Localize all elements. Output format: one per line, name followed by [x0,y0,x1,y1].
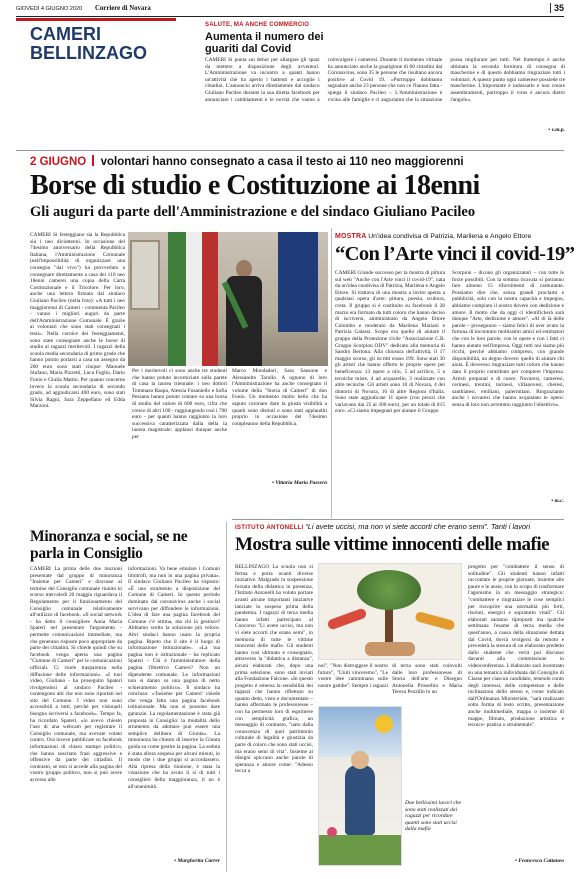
page-header [0,0,580,16]
section-title [30,25,147,63]
brief-kicker: SALUTE, MA ANCHE COMMERCIO [205,22,310,28]
mostra-body-col3: di terza sono stati coinvolti dalle loro professoresse di Storia dell'arte e Disegno Antonella Proserbio e Maria Teresa Pezzillo in un [392,663,462,696]
artwork-photo-2 [318,706,402,866]
art-byline: • m.c. [551,498,564,504]
brief-column-top [327,29,565,57]
divider-vertical-bottom [226,522,227,872]
photo-person [226,260,262,366]
brief-byline: • v.m.p. [548,127,565,133]
lead-subtitle: Gli auguri da parte dell'Amministrazione e del sindaco Giuliano Pacileo [30,204,476,220]
brief-title: Aumenta il numero dei guariti dal Covid [205,31,324,55]
lead-byline: • Vittoria Maria Passera [272,480,327,486]
photo-flag-green [168,232,186,366]
mostra-caption: Due bellissimi lavori che sono stati realizzati dai ragazzi per ricordare quanti sono stati uccisi dalla mafia [405,800,462,833]
artwork2-sun [375,715,393,733]
mostra-kicker [235,522,565,531]
artwork2-head [351,751,369,769]
art-body-col1: CAMERI Grande successo per la mostra di pittura sul web "Anche con l'Arte vinci il covid-19", nata da un'idea condivisa di Patrizia, Marilena e Angelo Ettore. Si trattava di una mostra a invito aperta a qualsiasi opera d'arte: pittura, poesia, scultura, creta. Il gruppo si è costituito su facebook il 28 marzo era formato da tutti coloro che hanno deciso di iscriversi, amministrato da Angelo Ettore Colombo e moderato da Marilena Mariani e Patrizia Galassi. Scopo era quello di aiutare il gruppo della Protezione civile "Associazione C.B. Gruppo Scorpion ODV" dedicato alla memoria di Sandro Bertona. Alla chiusura dell'attività, il 17 maggio scorso, gli iscritti erano 199. Sono stati 30 gli artisti che hanno offerto le proprie opere per beneficenza: 13 opere a olio, 5 ad acrilico, 5 a tecniche miste, 4 ad acquarello, 3 realizzate con altre tecniche. Gli artisti sono 10 di Novara, 4 dei dintorni di Novara, 16 di altre Regioni d'Italia. Sono state aggiudicate 11 opere (con prezzi che variavano dai 25 ai 300 euro), per un totale di 815 euro. «Ci siamo impegnati per aiutare il Gruppo [335,270,445,415]
minoranza-body-col2: informazioni. Va bene emulare i Comuni limitrofi, ma non in una pagina privata». Il sindaco Giuliano Pacileo ha risposto: «È uno strumento a disposizione del Comune di Cameri. In questo periodo dominato dal coronavirus anche i social servivano per diffondere le informazioni. L'idea di fare una pagina facebook del Comune c'è ottima, ma chi la gestisce? Abbiamo scelto la soluzione più veloce. Altri sindaci hanno usato la propria pagina. Ripeto che il sito è il luogo di informazione istituzionale». «La tua pagina non è istituzionale - ha replicato Spateri - Chi è l'amministratore della pagina Obiettivo Cameri? Non un dipendente comunale. Le informazioni non si danno su una pagina di netto schieramento politico». Il sindaco ha concluso: «'Insieme per Cameri' chiede che venga fatta una pagina facebook istituzionale. Ma non si possono dare garanzie. La regolamentazione è stata già proposta in Consiglio: la modalità dello strumento da adottare può essere una semplice delibera di Giunta». La minoranza ha chiesto di inserire la Giunta guida su come gestire la pagina. La seduta è stata allora sospesa per alcuni minuti, in modo che i due gruppi si accordassero. Alla ripresa della riunione, è stata la votazione che ha avuto il sì di tutti i consiglieri della maggioranza, il no è all'unanimità. [128,566,220,790]
lead-kicker [30,155,464,168]
lead-title: Borse di studio e Costituzione ai 18enni [30,170,480,201]
minoranza-body-col1: CAMERI La prima delle due mozioni presentate dal gruppo di minoranza "Insieme per Cameri" e discusse al termine del Consiglio comunale riunito lo scorso mercoledì 20 maggio riguardava il Regolamento per il funzionamento del Consiglio comunale relativamente all'utilizzo di facebook. «Il social network - ha detto il consigliere Anna Maria Spateri nel presentare l'argomento - permette comunicazioni immediate, ma che generano risposte poco appropriate da parte dei cittadini. Si chiede quindi che su facebook venga aperta una pagina "Comune di Cameri" per le comunicazioni ufficiali. Ci vuole trasparenza nella diffusione delle informazioni». «I tuoi video, Giuliano - ha proseguito Spateri rivolgendosi al sindaco Pacileo - contengono atti che non sono riportati nel sito del Comune. I video non sono accessibili a tutti, perché per visionarli bisogna iscriversi a facebook». Tempo fa, ha ricordato Spateri, «io avevo chiesto l'uso di una webcam per registrare il Consiglio comunale, ma avevate votato contro. Ora invece pubblicate su facebook informazioni di chiaro stampo politico, che hanno suscitato frasi aggressive e offensive da parte dei cittadini. Il contrasto, se non si accede alla pagina del vostro gruppo politico, non si può avere accesso alle [30,566,122,783]
brief-body: CAMERI Si punta sui dehor per allargare gli spazi da mettere a disposizione degli avventori. L'Amministrazione va incontro a quanti hanno un'attività che ha aperto i battenti e accoglie i cittadini. L'annuncio arriva direttamente dal sindaco Giuliano Pacileo durante la sua diretta facebook per annunciare i cambiamenti e le novità che vanno a coinvolgere i cameresi. Durante il momento virtuale ha annunciato anche la guarigione di 60 cittadini dal Coronavirus, sono 35 le persone che risultano ancora positive al Covid 19. «Purtroppo dobbiamo segnalare anche 23 persone che non ce l'hanno fatta - spiega il sindaco Pacileo -. L'Amministrazione è vicina alle famiglie e ci auguriamo che la situazione possa migliorare per tutti. Nel frattempo è anche ultimata la seconda fornitura di consegna di mascherine e di questo dobbiamo ringraziare tutti i volontari. A questo punto ogni camerese possiede tre mascherine. L'importante è indossarle e non creare assembramenti, purtroppo il virus è ancora dietro l'angolo». [205,57,565,103]
minoranza-byline: • Margherita Carrer [174,858,220,864]
artwork-leaf-right [414,611,455,631]
mostra-body-col4: progetto per "combattere il senso di solitudine". Gli studenti hanno infatti raccontato le proprie giornate, insieme alle paure e le ansie, con lo scopo di trasformare l'agonismo in un messaggio strategico: "combattere e ringraziare le cose semplici per riscoprire una normalità più forti, risoluti, energici e sopratutto vitali". Gli elaborati saranno riproposti ma qualche settimana l'esame di terza media che quest'anno, a causa della situazione dettata dal Covid, dovrà svolgersi da remoto e prevederà la stesura di un elaborato predetto dallo studente che verrà poi discusso davanti alla commissione in videoconferenza. L'elaborato sarà incentrato su una tematica individuata dal Consiglio di Classe per ciascun candidato, tenendo conto degli interessi, delle competenze e delle inclinazioni dello stesso e, come indicato dall'Ordinanza Ministeriale, "sarà realizzato sotto forma di testo scritto, presentazione anche multimediale, mappa o insieme di mappe, filmato, produzione artistica e tecnico- pratica o strumentale". [468,564,564,729]
divider-mid [232,519,564,520]
brief-article [205,22,565,147]
mostra-body-col2: noi", "Non distruggere il nostro futuro", "Uniti vinceremo", "Le vostre idee camminano sulle nostre gambe". Sempre i ragazzi [318,663,388,689]
header-date: GIOVEDÌ 4 GIUGNO 2020 [16,6,83,12]
divider-art-left [331,228,332,518]
art-kicker-text: Un'idea condivisa di Patrizia, Marilena e Angelo Ettore [368,233,532,240]
header-divider [550,3,551,13]
artwork-photo-1 [318,563,462,660]
photo-eu-flag [278,232,318,332]
mostra-title: Mostra sulle vittime innocenti delle mafie [235,534,550,555]
photo-window [130,240,160,310]
lead-body-col3: Marco Mondadori, Sara Sansone e Alessandro Tarullo. A ognuno di loro l'Amministrazione ha anche consegnato il volume della "Storia di Cameri" di don Fonio. Un momento molto bello che ha saputo coronare dare la giusta visibilità a quanti sono distinti e sono stati applauditi proprio in occasione del 74esimo compleanno della Repubblica. [232,368,327,427]
mostra-kicker-text: “Li avete uccisi, ma non vi siete accorti che erano semi”. Tanti i lavori [305,522,531,531]
artwork-leaf-left [326,607,367,630]
photo-flag-white [186,232,202,366]
header-paper: Corriere di Novara [95,5,151,12]
lead-body-col1: CAMERI Si festeggiano sia la Repubblica sia i neo diciottenni. In occasione del 74esimo anniversario della Repubblica Italiana, l'Amministrazione Comunale (nell'impossibilità di organizzare una consegna "dal vivo") ha provveduto a consegnare direttamente a casa dei 110 neo 18enni camerei una copia della Carta Costituzionale e il Tricolore. Per loro, anche una lettera firmata dal sindaco Giuliano Pacileo (nella foto): «A tutti i neo maggiorenni di Cameri - commenta Pacileo - vanno i migliori auguri da parte dell'Amministrazione Comunale. È grazie ai volontari che sono stati consegnati i testi». Nella cornice dei festeggiamenti, sono state consegnate anche le borse di studio ai ragazzi meritevoli. I ragazzi della scuola media secondaria di primo grado che hanno potuto portarsi a casa un assegno da 200 euro sono stati cinque: Manuele Stufano, Maria Pizzetti, Luca Foglio, Dario Fonio e Giulia Mattio. Per quanto concerne invece la scuola secondaria di secondo grado, ad aggiudicarsi 400 euro, sono stati Silvia Ragni, Sara Zeppellano ed Edda Marzoni. [30,232,125,410]
header-rule [16,16,564,17]
lead-kicker-divider [92,155,94,166]
artwork2-ground [319,835,402,866]
mostra-byline: • Francesca Cattaneo [515,858,564,864]
lead-kicker-text: volontari hanno consegnato a casa il testo ai 110 neo maggiorenni [100,156,464,168]
section-title-line2: BELLINZAGO [30,43,147,63]
artwork2-flower [327,827,337,837]
photo-flag-red [202,232,218,366]
lead-kicker-date: 2 GIUGNO [30,156,87,168]
header-rule-accent [16,18,176,21]
artwork2-sky [319,707,402,757]
art-kicker [335,233,565,240]
art-kicker-label: MOSTRA [335,233,367,240]
art-title: “Con l’Arte vinci il covid-19” [335,243,575,265]
header-page-number: 35 [553,3,564,13]
divider-top [16,150,564,151]
artwork-hand [365,642,415,656]
art-body-col2: Scorpion – dicono gli organizzatori – con tutte le forze possibili. Con la somma ricavata si potranno fare almeno 15 rifornimenti di carburante. Possiamo dire che, senza grandi proclami e pubblicità, solo con la nostra capacità e impegno, abbiamo compiuto il nostro dovere con dedizione e amore. Il motto che da oggi ci identificherà sarà dunque "Arte, dedizione e amore". «Al di là delle parole – proseguono – siamo felici di aver avuto la fortuna di incontrare moltissimi amici ed estimatori che con le loro parole, con le opere e con i fatti ci hanno aiutato nell'impresa. Oggi tutti noi siamo più ricchi, perché abbiamo compreso, con grande disponibilità, un degno dovere: quello di aiutare chi aiuta. È doveroso ringraziare tutti coloro che hanno dato il proprio contributo per compiere l'impresa. Artisti preparati e di cuore. Novaresi, cameresi, cerinesi, trentini, torinesi, villanovesi, cheresi, santhiatesi, emiliani, palermitani. Ringraziamo anche i novaresi che hanno acquistato le opere: senza di loro non avremmo raggiunto l'obiettivo». [452,270,564,408]
artwork2-figure [345,765,375,835]
artwork-tree-crown [357,570,421,610]
minoranza-title: Minoranza e social, se ne parla in Consiglio [30,528,188,562]
mostra-kicker-label: ISTITUTO ANTONELLI [235,524,304,531]
mostra-body-col1: BELLINZAGO La scuola non si ferma e porta avanti diverse iniziative. Malgrado la sospensione forzata della didattica in presenza, l'Istituto Antonelli ha voluto portare avanti alcune importanti iniziative lanciate in sospeso prima della pandemia. I ragazzi di terza media hanno infatti partecipato al Concorso "Li avete uccisi, ma non vi siete accorti che erano semi", in memoria di tutte le vittime innocenti delle mafie. Gli studenti hanno così ultimato e consegnato, attraverso la "didattica a distanza", alcuni elaborati che, dopo una prima selezione, sono stati inviati alla Fondazione Falcone. «In questo progetto è emersa la sensibilità dei ragazzi che hanno riflettuto su quanto detto, visto e documentato – hanno affermato le professoresse – con ha permesso loro di esprimere con semplicità grafica, un messaggio di contrasto, "nato dalla conoscenza di quel patrimonio culturale di legalità e giustizia da parte di coloro che sono stati uccisi, ma erano semi di vita". Insieme ai disegni spiccano anche parole di speranza e amore come: "Adesso tocca a [235,564,313,775]
lead-body-col2: Per i meritevoli ci sono anche tre studenti che hanno potuto incorniciare sulla parete di casa la laurea triennale: i neo dottori Tommaso Raspa, Alessia Fusaniello e Sofia Pessano hanno potuto contare su una borsa di studio del valore di 600 euro, cifra che cresce di altri 100 - raggiungendo così i 700 euro - per quanti hanno raggiunto la loro successiva caratterizzata dalla della la laurea magistrale: applausi dunque anche per [132,368,227,440]
section-title-line1: CAMERI [30,24,101,44]
mayor-photo [128,232,328,366]
